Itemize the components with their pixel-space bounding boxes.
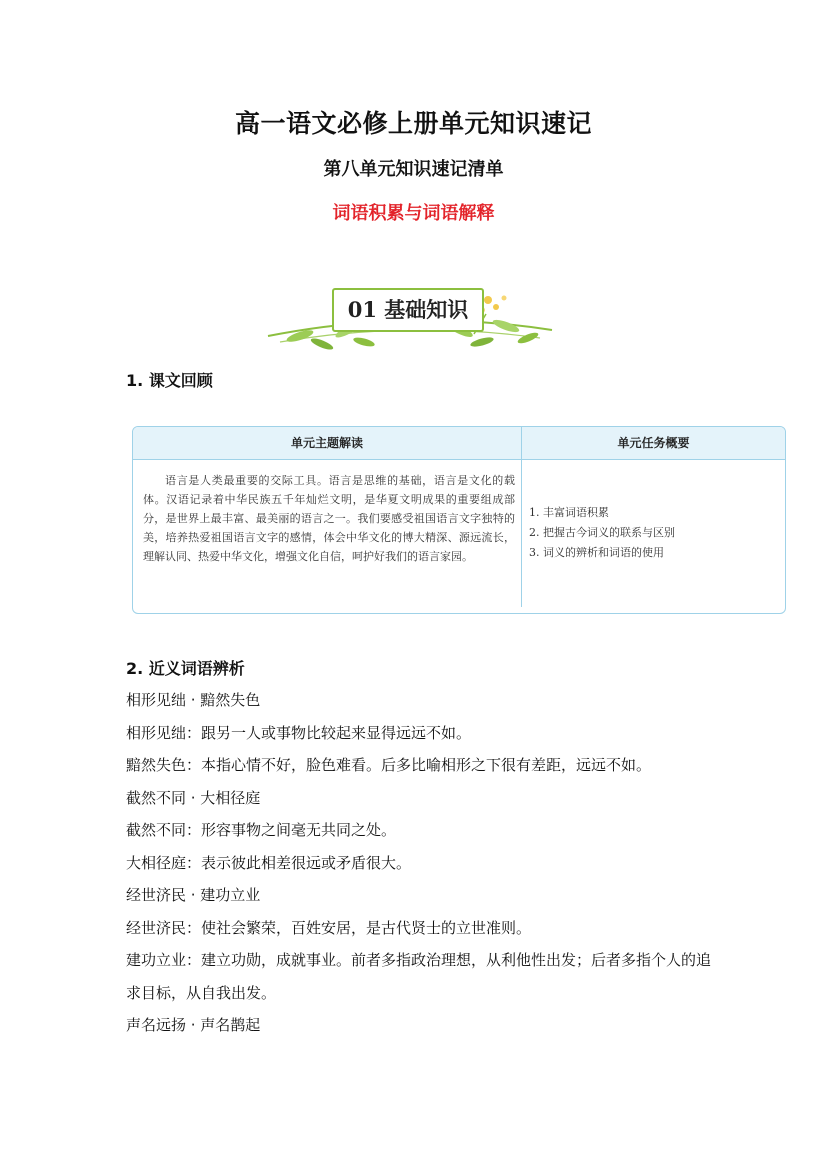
definition-line: 建功立业：建立功勋，成就事业。前者多指政治理想，从利他性出发；后者多指个人的追求目标，从自我出发。 (126, 951, 712, 1002)
synonym-pair: 相形见绌 · 黯然失色 (126, 691, 261, 709)
section-heading-review: 1. 课文回顾 (126, 371, 213, 390)
document-subtitle: 第八单元知识速记清单 (323, 159, 504, 180)
definition-line: 大相径庭：表示彼此相差很远或矛盾很大。 (126, 853, 412, 872)
definition-line: 截然不同：形容事物之间毫无共同之处。 (126, 821, 397, 839)
section-banner (260, 280, 560, 360)
task-item: 2. 把握古今词义的联系与区别 (529, 526, 675, 539)
table-header-theme: 单元主题解读 (290, 436, 363, 450)
definition-line: 相形见绌：跟另一人或事物比较起来显得远远不如。 (126, 723, 472, 742)
section-heading-synonyms: 2. 近义词语辨析 (126, 659, 245, 678)
document-title: 高一语文必修上册单元知识速记 (234, 109, 592, 138)
table-header-row (133, 427, 785, 460)
topic-title: 词语积累与词语解释 (332, 203, 495, 224)
banner-label: 01 基础知识 (332, 288, 484, 332)
task-list (529, 503, 779, 563)
definition-line: 黯然失色：本指心情不好，脸色难看。后多比喻相形之下很有差距，远远不如。 (126, 756, 652, 774)
theme-text: 语言是人类最重要的交际工具。语言是思维的基础，语言是文化的载体。汉语记录着中华民族五千年灿烂文明，是华夏文明成果的重要组成部分，是世界上最丰富、最美丽的语言之一。我们要感受祖国语言文字独特的美，培养热爱祖国语言文字的感情，体会中华文化的博大精深、源远流长，理解认同、热爱中华文化，增强文化自信，呵护好我们的语言家园。 (143, 474, 515, 563)
synonym-pair: 声名远扬 · 声名鹊起 (126, 1016, 261, 1034)
task-item: 3. 词义的辨析和词语的使用 (529, 546, 664, 559)
unit-overview-table (132, 426, 786, 614)
synonym-pair: 截然不同 · 大相径庭 (126, 788, 261, 807)
definition-line: 经世济民：使社会繁荣，百姓安居，是古代贤士的立世准则。 (126, 918, 532, 937)
table-header-tasks: 单元任务概要 (617, 436, 690, 450)
table-divider (521, 427, 522, 607)
synonym-list (126, 684, 716, 1042)
task-item: 1. 丰富词语积累 (529, 506, 609, 519)
synonym-pair: 经世济民 · 建功立业 (126, 886, 261, 904)
